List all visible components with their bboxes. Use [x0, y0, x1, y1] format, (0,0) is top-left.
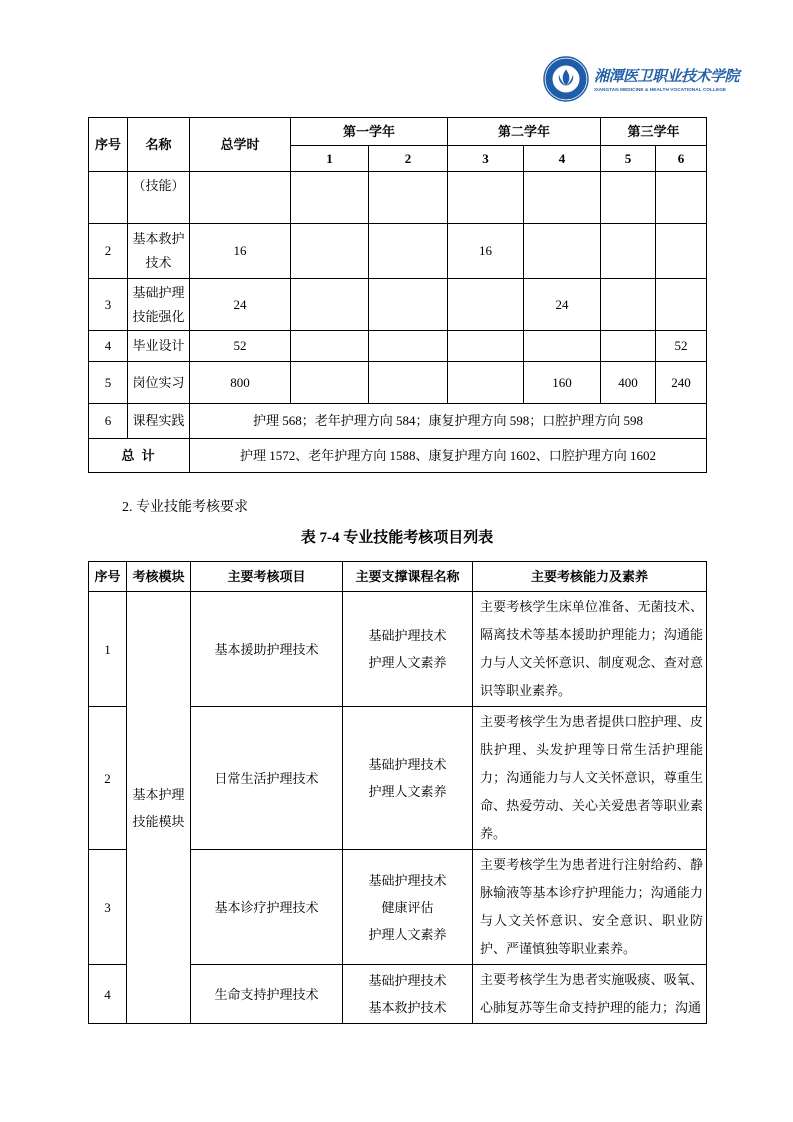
cell-sem	[448, 331, 524, 362]
cell-name: 基础护理技能强化	[128, 279, 190, 331]
cell-sem: 400	[601, 362, 656, 404]
college-name-en: XIANGTAN MEDICINE & HEALTH VOCATIONAL COLLEGE	[594, 87, 727, 93]
cell-ability: 主要考核学生床单位准备、无菌技术、隔离技术等基本援助护理能力；沟通能力与人文关怀意识、制度观念、查对意识等职业素养。	[473, 592, 707, 707]
cell-sem: 16	[448, 224, 524, 279]
table-row	[89, 362, 707, 404]
cell-sem	[291, 224, 369, 279]
college-logo	[543, 56, 763, 102]
cell-sem	[656, 172, 707, 224]
curriculum-hours-table	[88, 117, 707, 473]
cell-ability: 主要考核学生为患者进行注射给药、静脉输液等基本诊疗护理能力；沟通能力与人文关怀意识、安全意识、职业防护、严谨慎独等职业素养。	[473, 850, 707, 965]
cell-courses: 基础护理技术 护理人文素养	[343, 707, 473, 850]
page-content	[88, 117, 706, 1024]
cell-sem	[524, 224, 601, 279]
cell-courses: 基础护理技术 基本救护技术	[343, 965, 473, 1024]
cell-sem	[524, 331, 601, 362]
table-row	[89, 592, 707, 707]
cell-sem	[369, 331, 448, 362]
cell-total: 52	[190, 331, 291, 362]
cell-name: （技能）	[128, 172, 190, 224]
table-row	[89, 279, 707, 331]
cell-seq: 1	[89, 592, 127, 707]
cell-seq	[89, 172, 128, 224]
col-sem-2: 2	[369, 146, 448, 172]
cell-courses: 基础护理技术 护理人文素养	[343, 592, 473, 707]
table-row	[89, 404, 707, 439]
col-sem-1: 1	[291, 146, 369, 172]
cell-name: 基本救护技术	[128, 224, 190, 279]
table1-header-row-1	[89, 118, 707, 146]
cell-seq: 2	[89, 224, 128, 279]
col-ability: 主要考核能力及素养	[473, 562, 707, 592]
col-year3: 第三学年	[601, 118, 707, 146]
cell-name: 岗位实习	[128, 362, 190, 404]
cell-seq: 5	[89, 362, 128, 404]
cell-sem: 24	[524, 279, 601, 331]
cell-ability: 主要考核学生为患者实施吸痰、吸氧、心肺复苏等生命支持护理的能力；沟通	[473, 965, 707, 1024]
col-sem-4: 4	[524, 146, 601, 172]
cell-ability: 主要考核学生为患者提供口腔护理、皮肤护理、头发护理等日常生活护理能力；沟通能力与人文关怀意识，尊重生命、热爱劳动、关心关爱患者等职业素养。	[473, 707, 707, 850]
cell-sem: 240	[656, 362, 707, 404]
col-seq: 序号	[89, 118, 128, 172]
cell-seq: 6	[89, 404, 128, 439]
cell-seq: 4	[89, 965, 127, 1024]
college-emblem-icon	[543, 56, 589, 102]
col-sem-5: 5	[601, 146, 656, 172]
cell-sem	[369, 224, 448, 279]
cell-project: 基本援助护理技术	[191, 592, 343, 707]
college-name-zh: 湘潭医卫职业技术学院	[594, 69, 740, 85]
table2-header-row	[89, 562, 707, 592]
cell-sem	[601, 224, 656, 279]
cell-sem	[656, 224, 707, 279]
cell-total-summary: 护理 1572、老年护理方向 1588、康复护理方向 1602、口腔护理方向 1602	[190, 439, 707, 473]
cell-sem	[524, 172, 601, 224]
col-seq: 序号	[89, 562, 127, 592]
cell-name: 毕业设计	[128, 331, 190, 362]
col-sem-3: 3	[448, 146, 524, 172]
cell-courses: 基础护理技术 健康评估 护理人文素养	[343, 850, 473, 965]
table-row	[89, 331, 707, 362]
cell-sem	[448, 279, 524, 331]
cell-sem	[601, 172, 656, 224]
table-row	[89, 172, 707, 224]
cell-practice-summary: 护理 568；老年护理方向 584；康复护理方向 598；口腔护理方向 598	[190, 404, 707, 439]
cell-seq: 3	[89, 850, 127, 965]
col-year2: 第二学年	[448, 118, 601, 146]
cell-sem	[448, 362, 524, 404]
cell-sem	[369, 279, 448, 331]
cell-sem	[291, 362, 369, 404]
cell-seq: 3	[89, 279, 128, 331]
cell-sem	[291, 172, 369, 224]
cell-project: 日常生活护理技术	[191, 707, 343, 850]
cell-sem	[291, 279, 369, 331]
cell-seq: 4	[89, 331, 128, 362]
skill-assessment-table	[88, 561, 707, 1024]
cell-sem: 52	[656, 331, 707, 362]
col-name: 名称	[128, 118, 190, 172]
cell-total: 16	[190, 224, 291, 279]
col-project: 主要考核项目	[191, 562, 343, 592]
col-total-hours: 总学时	[190, 118, 291, 172]
cell-seq: 2	[89, 707, 127, 850]
cell-name: 课程实践	[128, 404, 190, 439]
cell-sem	[601, 279, 656, 331]
cell-sem: 160	[524, 362, 601, 404]
cell-sem	[448, 172, 524, 224]
cell-total: 800	[190, 362, 291, 404]
cell-sem	[656, 279, 707, 331]
cell-total: 24	[190, 279, 291, 331]
cell-sem	[601, 331, 656, 362]
cell-sem	[291, 331, 369, 362]
col-module: 考核模块	[127, 562, 191, 592]
cell-module: 基本护理 技能模块	[127, 592, 191, 1024]
cell-sem	[369, 172, 448, 224]
table-row-total	[89, 439, 707, 473]
cell-project: 生命支持护理技术	[191, 965, 343, 1024]
col-sem-6: 6	[656, 146, 707, 172]
cell-total	[190, 172, 291, 224]
col-year1: 第一学年	[291, 118, 448, 146]
table2-caption: 表 7-4 专业技能考核项目列表	[300, 530, 494, 546]
cell-project: 基本诊疗护理技术	[191, 850, 343, 965]
section-heading: 2. 专业技能考核要求	[122, 500, 248, 515]
col-courses: 主要支撑课程名称	[343, 562, 473, 592]
cell-sem	[369, 362, 448, 404]
table-row	[89, 224, 707, 279]
cell-total-label: 总 计	[89, 439, 190, 473]
